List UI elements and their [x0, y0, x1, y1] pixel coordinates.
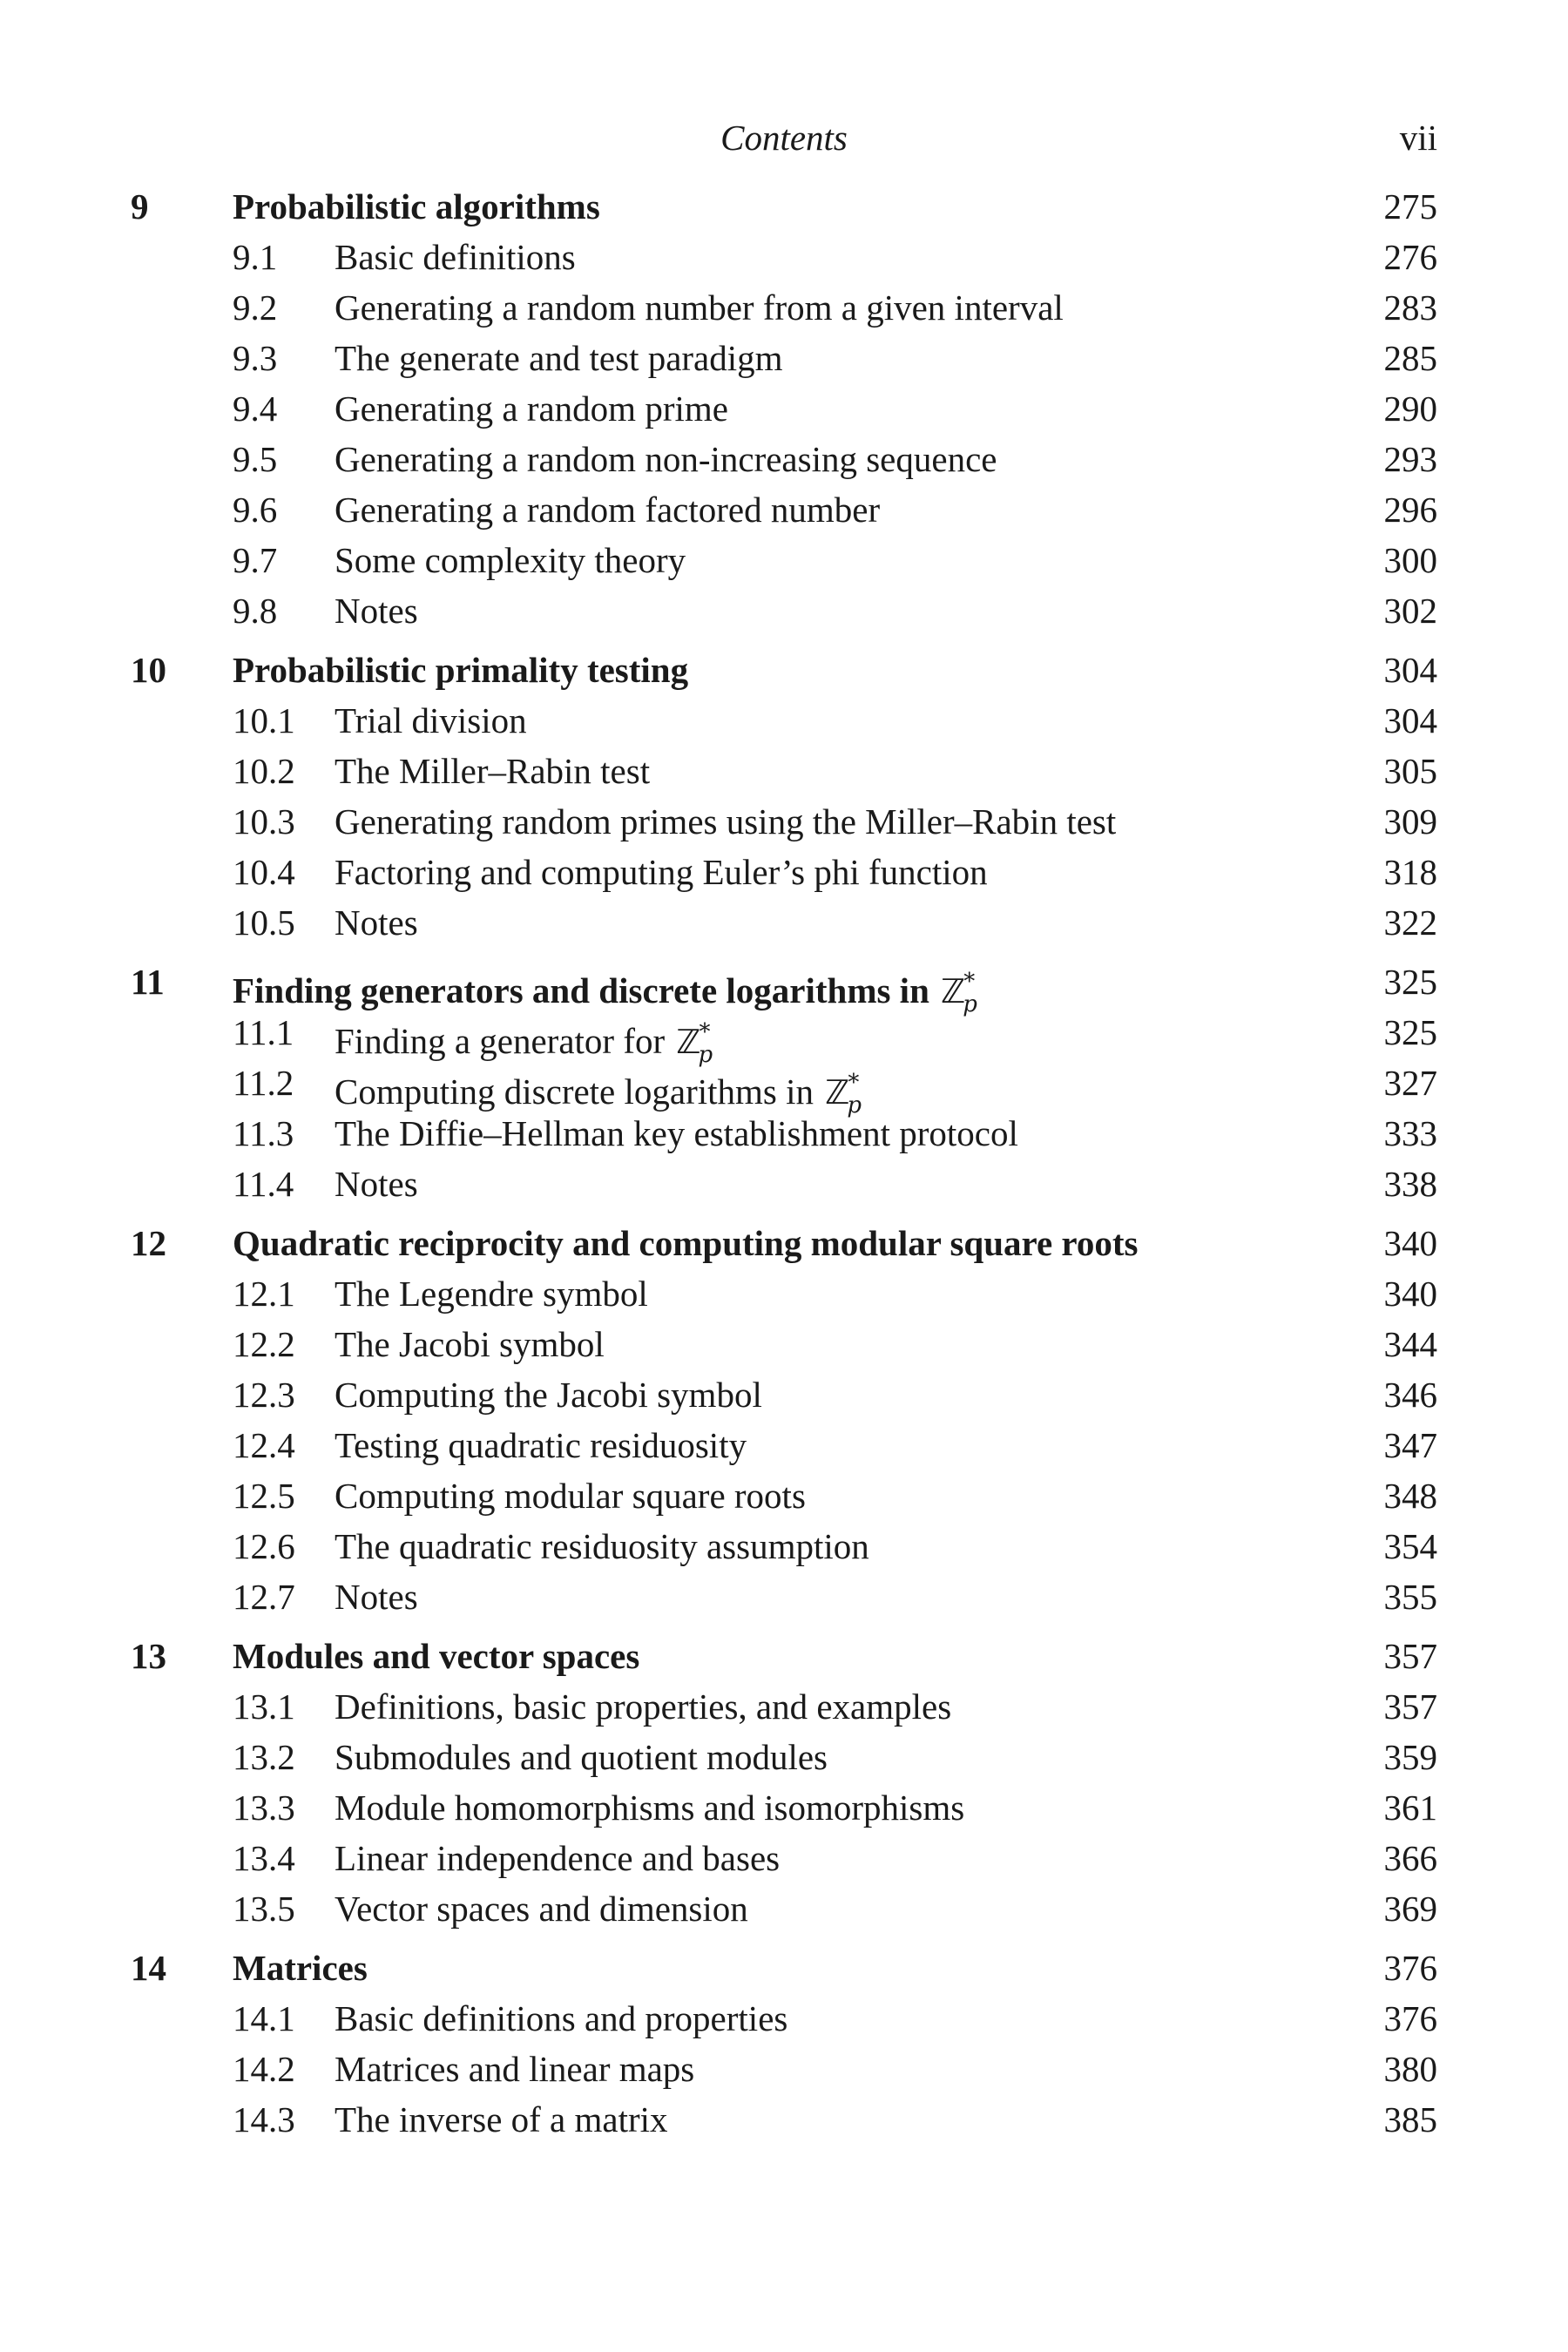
toc-section-entry[interactable]	[131, 2094, 1437, 2145]
toc-section-entry[interactable]	[131, 897, 1437, 948]
section-page: 361	[1383, 1788, 1437, 1828]
toc-section-entry[interactable]	[131, 1007, 1437, 1068]
chapter-block	[131, 1218, 1437, 1622]
section-number: 12.1	[233, 1274, 295, 1314]
section-page: 380	[1383, 2049, 1437, 2089]
toc-section-entry[interactable]	[131, 434, 1437, 484]
section-page: 340	[1383, 1274, 1437, 1314]
section-title	[335, 1993, 787, 2044]
section-page: 285	[1383, 338, 1437, 378]
section-number: 11.3	[233, 1113, 294, 1153]
toc-section-entry[interactable]	[131, 847, 1437, 897]
section-number: 9.4	[233, 389, 278, 429]
toc-section-entry[interactable]	[131, 1833, 1437, 1883]
table-of-contents	[131, 181, 1437, 2145]
math-subscript: p	[698, 1042, 713, 1068]
toc-section-entry[interactable]	[131, 282, 1437, 333]
toc-section-entry[interactable]	[131, 1732, 1437, 1782]
section-title-text: Testing quadratic residuosity	[335, 1425, 747, 1465]
toc-chapter-entry[interactable]	[131, 1218, 1437, 1268]
toc-section-entry[interactable]	[131, 1681, 1437, 1732]
section-title-text: Submodules and quotient modules	[335, 1737, 828, 1777]
toc-section-entry[interactable]	[131, 1159, 1437, 1209]
chapter-title-text: Probabilistic primality testing	[233, 650, 689, 690]
section-page: 304	[1383, 700, 1437, 740]
math-symbol	[814, 1070, 862, 1119]
section-title	[335, 1883, 748, 1934]
toc-section-entry[interactable]	[131, 1420, 1437, 1470]
math-symbol	[929, 969, 977, 1017]
section-title	[335, 535, 686, 585]
section-page: 385	[1383, 2099, 1437, 2139]
page-header	[131, 112, 1437, 164]
section-title	[335, 2094, 668, 2145]
toc-section-entry[interactable]	[131, 1369, 1437, 1420]
chapter-title	[233, 1943, 368, 1993]
section-page: 318	[1383, 852, 1437, 892]
running-title: Contents	[720, 118, 848, 158]
section-title	[335, 1782, 964, 1833]
section-page: 355	[1383, 1577, 1437, 1617]
section-title-text: Linear independence and bases	[335, 1838, 781, 1878]
chapter-title	[233, 1218, 1138, 1268]
section-number: 9.8	[233, 591, 278, 631]
section-number: 13.4	[233, 1838, 295, 1878]
section-number: 12.4	[233, 1425, 295, 1465]
math-superscript: *	[963, 969, 976, 995]
section-title-text: Basic definitions and properties	[335, 1998, 788, 2038]
section-number: 12.6	[233, 1526, 295, 1566]
section-title	[335, 1470, 806, 1521]
chapter-title	[233, 645, 688, 695]
toc-chapter-entry[interactable]	[131, 956, 1437, 1017]
section-number: 10.3	[233, 801, 295, 841]
section-number: 12.3	[233, 1375, 295, 1415]
section-title	[335, 1833, 780, 1883]
section-page: 302	[1383, 591, 1437, 631]
section-number: 13.2	[233, 1737, 295, 1777]
chapter-block	[131, 645, 1437, 948]
toc-chapter-entry[interactable]	[131, 181, 1437, 232]
section-number: 14.1	[233, 1998, 295, 2038]
section-title	[335, 1319, 605, 1369]
section-title	[335, 1268, 648, 1319]
chapter-block	[131, 1631, 1437, 1934]
section-number: 10.4	[233, 852, 295, 892]
toc-chapter-entry[interactable]	[131, 1631, 1437, 1681]
chapter-number: 9	[131, 186, 149, 226]
section-number: 12.7	[233, 1577, 295, 1617]
toc-section-entry[interactable]	[131, 695, 1437, 746]
section-number: 11.1	[233, 1012, 294, 1052]
section-page: 296	[1383, 490, 1437, 530]
section-page: 359	[1383, 1737, 1437, 1777]
section-page: 357	[1383, 1686, 1437, 1727]
section-title	[335, 1159, 418, 1209]
toc-section-entry[interactable]	[131, 535, 1437, 585]
section-title-text: The Legendre symbol	[335, 1274, 648, 1314]
chapter-number: 11	[131, 962, 165, 1002]
chapter-number: 12	[131, 1223, 166, 1263]
chapter-page: 304	[1383, 650, 1437, 690]
section-title	[335, 484, 880, 535]
math-set: ℤ	[940, 972, 966, 1010]
section-number: 9.6	[233, 490, 278, 530]
toc-section-entry[interactable]	[131, 1571, 1437, 1622]
math-subscript: p	[963, 991, 977, 1017]
toc-chapter-entry[interactable]	[131, 645, 1437, 695]
section-title-text: Computing the Jacobi symbol	[335, 1375, 762, 1415]
math-superscript: *	[699, 1019, 711, 1045]
section-title	[335, 796, 1116, 847]
chapter-title-text: Modules and vector spaces	[233, 1636, 640, 1676]
section-title	[335, 1681, 951, 1732]
section-page: 327	[1383, 1063, 1437, 1103]
toc-section-entry[interactable]	[131, 1108, 1437, 1159]
section-number: 12.5	[233, 1476, 295, 1516]
section-title	[335, 232, 576, 282]
section-title-text: Some complexity theory	[335, 540, 686, 580]
section-number: 11.2	[233, 1063, 294, 1103]
section-page: 344	[1383, 1324, 1437, 1364]
chapter-title-text: Probabilistic algorithms	[233, 186, 600, 226]
section-number: 9.2	[233, 287, 278, 328]
chapter-number: 10	[131, 650, 166, 690]
section-title	[335, 695, 527, 746]
section-title-text: Basic definitions	[335, 237, 576, 277]
math-set: ℤ	[825, 1073, 850, 1112]
section-title-text: Module homomorphisms and isomorphisms	[335, 1788, 965, 1828]
page-number: vii	[1399, 118, 1437, 158]
section-number: 14.3	[233, 2099, 295, 2139]
toc-section-entry[interactable]	[131, 2044, 1437, 2094]
section-title-text: Generating random primes using the Miller–Rabin test	[335, 801, 1117, 841]
toc-section-entry[interactable]	[131, 585, 1437, 636]
toc-section-entry[interactable]	[131, 383, 1437, 434]
section-title	[335, 746, 650, 796]
section-number: 11.4	[233, 1164, 294, 1204]
section-page: 325	[1383, 1012, 1437, 1052]
section-title	[335, 434, 997, 484]
math-subscript: p	[847, 1092, 862, 1119]
toc-section-entry[interactable]	[131, 1521, 1437, 1571]
section-title-text: Notes	[335, 902, 418, 943]
section-title-text: Notes	[335, 1164, 418, 1204]
section-title	[335, 2044, 694, 2094]
section-title	[335, 847, 988, 897]
section-title-text: Notes	[335, 1577, 418, 1617]
section-title-text: The Jacobi symbol	[335, 1324, 605, 1364]
toc-section-entry[interactable]	[131, 746, 1437, 796]
section-title-text: Finding a generator for	[335, 1021, 666, 1061]
math-set: ℤ	[676, 1023, 701, 1061]
section-title-text: Generating a random number from a given interval	[335, 287, 1064, 328]
section-title-text: The Miller–Rabin test	[335, 751, 651, 791]
section-title	[335, 333, 783, 383]
toc-section-entry[interactable]	[131, 333, 1437, 383]
section-number: 13.3	[233, 1788, 295, 1828]
section-page: 346	[1383, 1375, 1437, 1415]
section-number: 10.1	[233, 700, 295, 740]
section-title-text: Generating a random factored number	[335, 490, 881, 530]
math-superscript: *	[848, 1070, 860, 1096]
section-number: 13.5	[233, 1889, 295, 1929]
section-page: 322	[1383, 902, 1437, 943]
chapter-title-text: Matrices	[233, 1948, 368, 1988]
math-symbol	[665, 1019, 713, 1068]
section-title-text: Generating a random non-increasing sequence	[335, 439, 997, 479]
section-title	[335, 1369, 762, 1420]
section-title-text: The inverse of a matrix	[335, 2099, 668, 2139]
section-title-text: Trial division	[335, 700, 527, 740]
section-title-text: Definitions, basic properties, and examples	[335, 1686, 952, 1727]
section-number: 9.3	[233, 338, 278, 378]
section-page: 276	[1383, 237, 1437, 277]
section-title	[335, 897, 418, 948]
chapter-page: 357	[1383, 1636, 1437, 1676]
chapter-page: 325	[1383, 962, 1437, 1002]
toc-section-entry[interactable]	[131, 232, 1437, 282]
section-title	[335, 1521, 869, 1571]
section-title	[335, 585, 418, 636]
section-page: 309	[1383, 801, 1437, 841]
toc-section-entry[interactable]	[131, 1883, 1437, 1934]
chapter-page: 340	[1383, 1223, 1437, 1263]
section-page: 333	[1383, 1113, 1437, 1153]
section-title-text: The Diffie–Hellman key establishment protocol	[335, 1113, 1018, 1153]
section-title-text: The quadratic residuosity assumption	[335, 1526, 869, 1566]
section-title	[335, 383, 728, 434]
chapter-number: 14	[131, 1948, 166, 1988]
toc-section-entry[interactable]	[131, 1319, 1437, 1369]
chapter-block	[131, 956, 1437, 1209]
chapter-block	[131, 1943, 1437, 2145]
section-page: 347	[1383, 1425, 1437, 1465]
chapter-number: 13	[131, 1636, 166, 1676]
section-number: 10.2	[233, 751, 295, 791]
section-number: 14.2	[233, 2049, 295, 2089]
section-page: 366	[1383, 1838, 1437, 1878]
section-number: 10.5	[233, 902, 295, 943]
section-title	[335, 282, 1064, 333]
chapter-page: 275	[1383, 186, 1437, 226]
toc-section-entry[interactable]	[131, 1470, 1437, 1521]
section-page: 305	[1383, 751, 1437, 791]
section-number: 13.1	[233, 1686, 295, 1727]
section-title-text: Computing modular square roots	[335, 1476, 806, 1516]
section-number: 9.7	[233, 540, 278, 580]
section-title-text: Computing discrete logarithms in	[335, 1071, 814, 1112]
chapter-title	[233, 1631, 639, 1681]
section-page: 338	[1383, 1164, 1437, 1204]
section-title-text: Vector spaces and dimension	[335, 1889, 748, 1929]
section-page: 348	[1383, 1476, 1437, 1516]
section-page: 293	[1383, 439, 1437, 479]
chapter-block	[131, 181, 1437, 636]
section-title	[335, 1571, 418, 1622]
section-page: 290	[1383, 389, 1437, 429]
toc-section-entry[interactable]	[131, 1058, 1437, 1119]
toc-section-entry[interactable]	[131, 1993, 1437, 2044]
section-title	[335, 1732, 828, 1782]
chapter-page: 376	[1383, 1948, 1437, 1988]
toc-section-entry[interactable]	[131, 484, 1437, 535]
toc-section-entry[interactable]	[131, 1268, 1437, 1319]
section-title	[335, 1108, 1018, 1159]
section-page: 354	[1383, 1526, 1437, 1566]
section-title-text: Generating a random prime	[335, 389, 728, 429]
section-title-text: Factoring and computing Euler’s phi function	[335, 852, 988, 892]
toc-section-entry[interactable]	[131, 1782, 1437, 1833]
section-number: 9.1	[233, 237, 278, 277]
section-page: 369	[1383, 1889, 1437, 1929]
toc-section-entry[interactable]	[131, 796, 1437, 847]
section-title-text: The generate and test paradigm	[335, 338, 783, 378]
section-title-text: Matrices and linear maps	[335, 2049, 695, 2089]
toc-chapter-entry[interactable]	[131, 1943, 1437, 1993]
chapter-title-text: Quadratic reciprocity and computing modular square roots	[233, 1223, 1139, 1263]
section-page: 300	[1383, 540, 1437, 580]
chapter-title-text: Finding generators and discrete logarithms in	[233, 970, 929, 1010]
section-number: 12.2	[233, 1324, 295, 1364]
section-page: 283	[1383, 287, 1437, 328]
section-page: 376	[1383, 1998, 1437, 2038]
section-number: 9.5	[233, 439, 278, 479]
section-title-text: Notes	[335, 591, 418, 631]
section-title	[335, 1420, 747, 1470]
chapter-title	[233, 181, 600, 232]
